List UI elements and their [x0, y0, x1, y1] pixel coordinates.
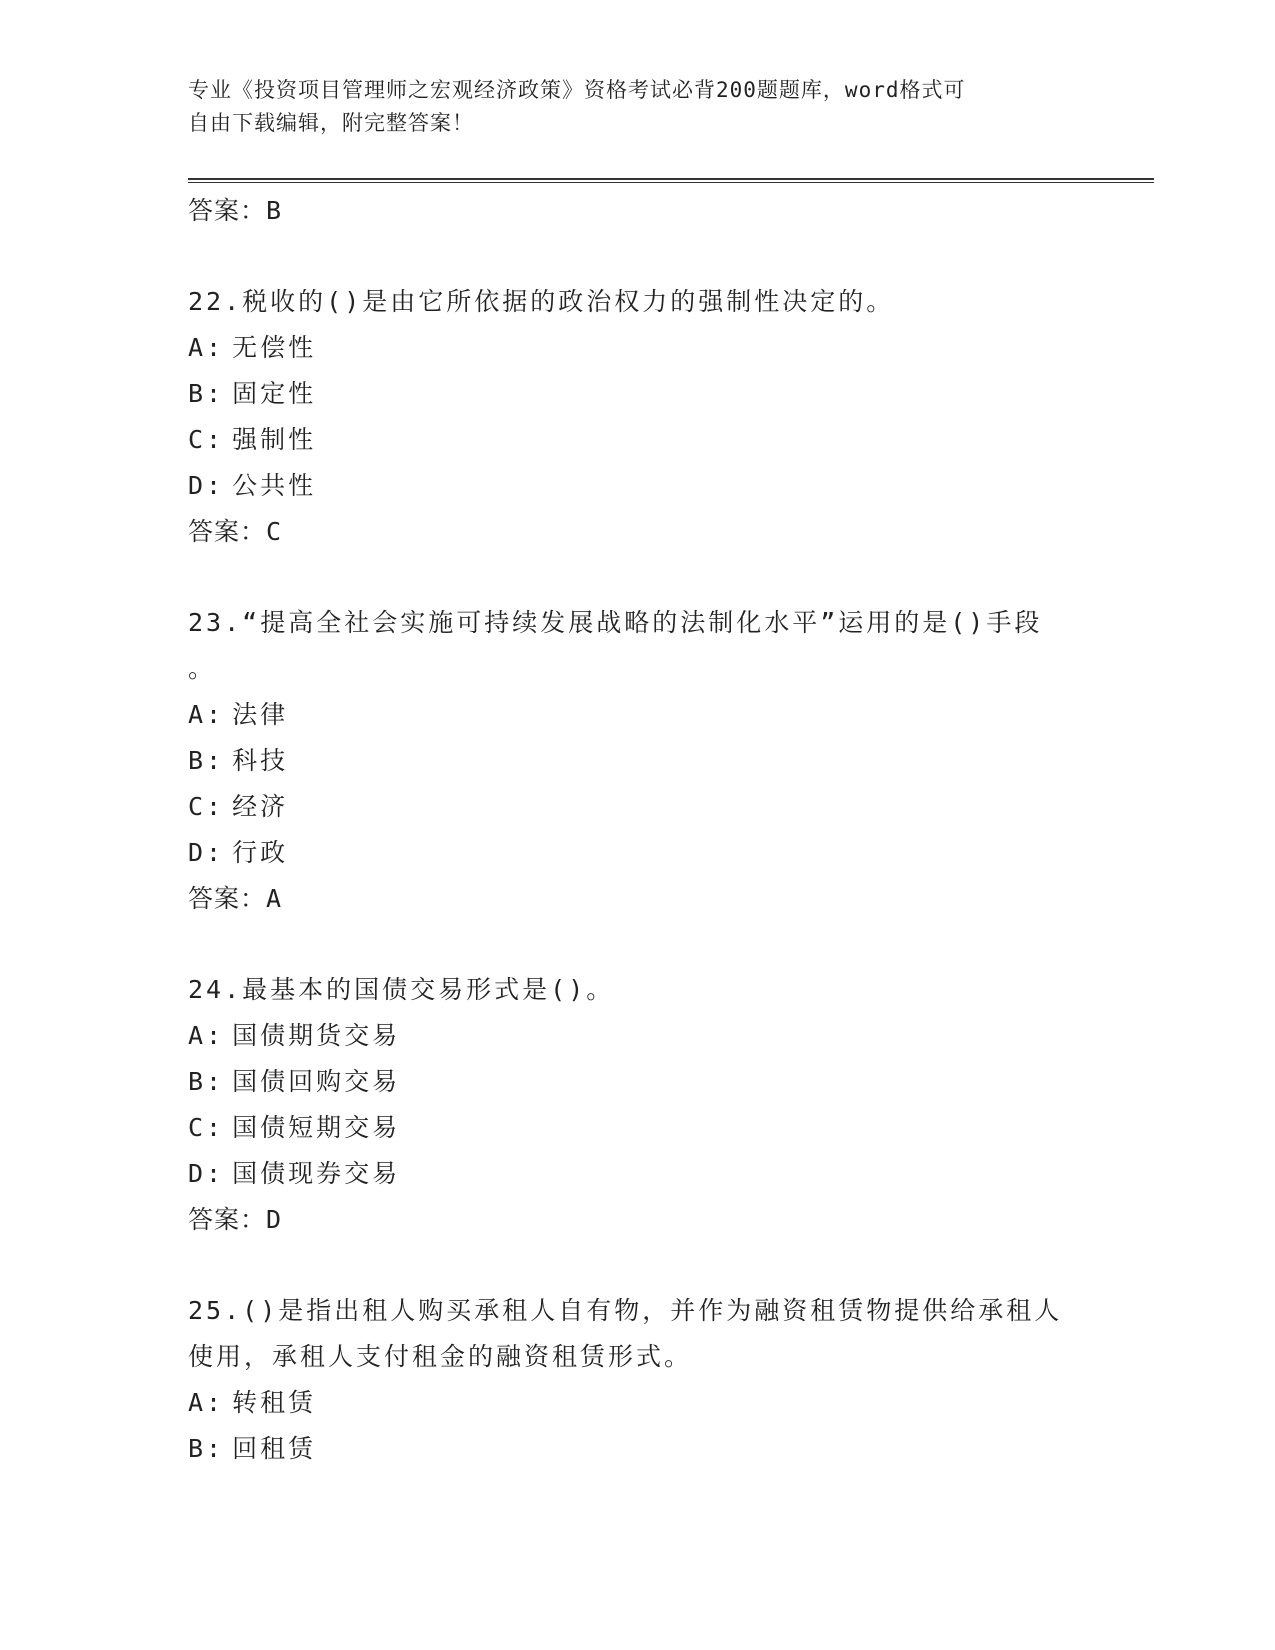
option-text: 国债现券交易	[232, 1159, 401, 1188]
answer-value: D	[266, 1205, 283, 1234]
question-stem: 22.税收的()是由它所依据的政治权力的强制性决定的。	[188, 287, 895, 316]
header-divider-thin	[188, 182, 1154, 183]
option-key: B:	[188, 379, 225, 408]
option-text: 无偿性	[232, 333, 317, 362]
option-key: C:	[188, 425, 225, 454]
question-list	[188, 188, 1088, 1472]
option-key: A:	[188, 700, 225, 729]
option-text: 转租赁	[232, 1388, 317, 1417]
option-text: 回租赁	[232, 1434, 317, 1463]
question-block-24	[188, 967, 1088, 1243]
previous-answer	[188, 188, 1088, 234]
question-stem-continued: 。	[188, 654, 217, 683]
option-b	[188, 1059, 1088, 1105]
answer-line	[188, 876, 1088, 922]
option-text: 法律	[232, 700, 289, 729]
option-a	[188, 1380, 1088, 1426]
option-key: B:	[188, 1067, 225, 1096]
option-text: 行政	[232, 838, 289, 867]
answer-prefix: 答案：	[188, 517, 267, 546]
option-d	[188, 830, 1088, 876]
option-key: B:	[188, 1434, 225, 1463]
answer-value: C	[266, 517, 283, 546]
question-block-25	[188, 1288, 1088, 1472]
option-a	[188, 325, 1088, 371]
spacer	[188, 234, 1088, 279]
question-block-23	[188, 600, 1088, 922]
answer-line	[188, 1197, 1088, 1243]
option-c	[188, 417, 1088, 463]
option-key: A:	[188, 333, 225, 362]
option-text: 国债期货交易	[232, 1021, 401, 1050]
header-line-1: 专业《投资项目管理师之宏观经济政策》资格考试必背200题题库，word格式可	[188, 78, 966, 102]
document-header	[188, 74, 1068, 140]
option-c	[188, 784, 1088, 830]
question-stem: 23.“提高全社会实施可持续发展战略的法制化水平”运用的是()手段	[188, 608, 1043, 637]
option-key: C:	[188, 1113, 225, 1142]
answer-line	[188, 509, 1088, 555]
option-key: D:	[188, 1159, 225, 1188]
option-a	[188, 692, 1088, 738]
answer-prefix: 答案：	[188, 1205, 267, 1234]
question-stem: 24.最基本的国债交易形式是()。	[188, 975, 615, 1004]
answer-prefix: 答案：	[188, 196, 267, 225]
option-text: 强制性	[232, 425, 317, 454]
option-d	[188, 1151, 1088, 1197]
option-key: D:	[188, 838, 225, 867]
option-a	[188, 1013, 1088, 1059]
header-divider	[188, 178, 1154, 180]
option-b	[188, 371, 1088, 417]
answer-value: B	[266, 196, 283, 225]
option-text: 科技	[232, 746, 289, 775]
option-c	[188, 1105, 1088, 1151]
answer-prefix: 答案：	[188, 884, 267, 913]
spacer	[188, 555, 1088, 600]
option-key: D:	[188, 471, 225, 500]
option-key: A:	[188, 1388, 225, 1417]
option-text: 公共性	[232, 471, 317, 500]
option-key: B:	[188, 746, 225, 775]
question-stem-continued: 使用，承租人支付租金的融资租赁形式。	[188, 1342, 693, 1371]
option-b	[188, 738, 1088, 784]
option-text: 国债短期交易	[232, 1113, 401, 1142]
option-b	[188, 1426, 1088, 1472]
option-text: 经济	[232, 792, 289, 821]
answer-value: A	[266, 884, 283, 913]
option-key: A:	[188, 1021, 225, 1050]
option-text: 国债回购交易	[232, 1067, 401, 1096]
question-stem: 25.()是指出租人购买承租人自有物，并作为融资租赁物提供给承租人	[188, 1296, 1063, 1325]
option-key: C:	[188, 792, 225, 821]
spacer	[188, 1243, 1088, 1288]
header-line-2: 自由下载编辑，附完整答案！	[188, 111, 474, 135]
question-block-22	[188, 279, 1088, 555]
spacer	[188, 922, 1088, 967]
option-d	[188, 463, 1088, 509]
option-text: 固定性	[232, 379, 317, 408]
